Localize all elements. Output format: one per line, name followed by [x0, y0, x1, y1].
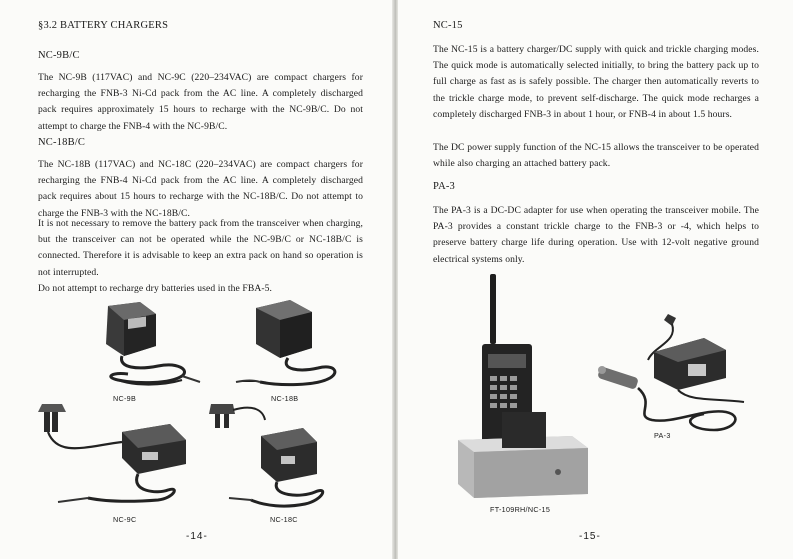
page-number-15: -15-	[579, 531, 601, 542]
nc-9c-charger-image	[38, 402, 188, 510]
paragraph-nc-15: The NC-15 is a battery charger/DC supply with quick and trickle charging modes. The quick mode is automatically selected initially, to bring the battery pack up to full charge as fast as is safely possible. The charger then automatically reverts to the trickle charge mode, to prevent self-discharge. The quick mode recharges a completely discharged FNB-3 in about 1 hour, or FNB-4 in about 1.5 hours.	[433, 44, 759, 120]
page-number-14: -14-	[186, 531, 208, 542]
nc-18c-charger-image	[205, 400, 340, 512]
caption-pa-3: PA-3	[654, 431, 671, 440]
caption-ft-109rh-nc-15: FT-109RH/NC-15	[490, 505, 551, 514]
ft-109rh-nc-15-image	[454, 272, 592, 502]
paragraph-charging-note: It is not necessary to remove the battery pack from the transceiver when charging, but the transceiver can not be operated while the NC-9B/C or NC-18B/C is connected. Therefore it is advisable to keep an extra pack on hand so operation is not interrupted.	[38, 218, 363, 278]
paragraph-nc-9b-c: The NC-9B (117VAC) and NC-9C (220–234VAC) are compact chargers for recharging the FNB-3 Ni-Cd pack from the AC line. A completely discharged pack requires approximately 15 hours to recharge with the NC-9B/C. Do not attempt to charge the FNB-4 with the NC-9B/C.	[38, 72, 363, 132]
page-15	[398, 0, 793, 559]
paragraph-dc-supply: The DC power supply function of the NC-15 allows the transceiver to be operated while also charging an attached battery pack.	[433, 142, 759, 170]
heading-nc-9b-c: NC-9B/C	[38, 50, 80, 61]
heading-nc-18b-c: NC-18B/C	[38, 137, 86, 148]
caption-nc-9b: NC-9B	[113, 394, 137, 403]
caption-nc-18b: NC-18B	[271, 394, 299, 403]
paragraph-dry-batteries: Do not attempt to recharge dry batteries used in the FBA-5.	[38, 283, 273, 294]
section-title: §3.2 BATTERY CHARGERS	[38, 20, 169, 31]
nc-9b-charger-image	[78, 300, 208, 392]
caption-nc-9c: NC-9C	[113, 515, 137, 524]
pa-3-adapter-image	[594, 312, 764, 442]
paragraph-pa-3: The PA-3 is a DC-DC adapter for use when operating the transceiver mobile. The PA-3 provides a constant trickle charge to the FNB-3 or -4, which helps to preserve battery charge life during operation. Use with 12-volt negative ground electrical systems only.	[433, 205, 759, 265]
heading-nc-15: NC-15	[433, 20, 463, 31]
nc-18b-charger-image	[230, 298, 345, 393]
caption-nc-18c: NC-18C	[270, 515, 298, 524]
paragraph-nc-18b-c: The NC-18B (117VAC) and NC-18C (220–234VAC) are compact chargers for recharging the FNB-4 Ni-Cd pack from the AC line. A completely discharged pack requires about 15 hours to recharge with the NC-18B/C. Do not attempt to charge the FNB-3 with the NC-18B/C.	[38, 159, 363, 219]
heading-pa-3: PA-3	[433, 181, 456, 192]
page-14	[0, 0, 394, 559]
